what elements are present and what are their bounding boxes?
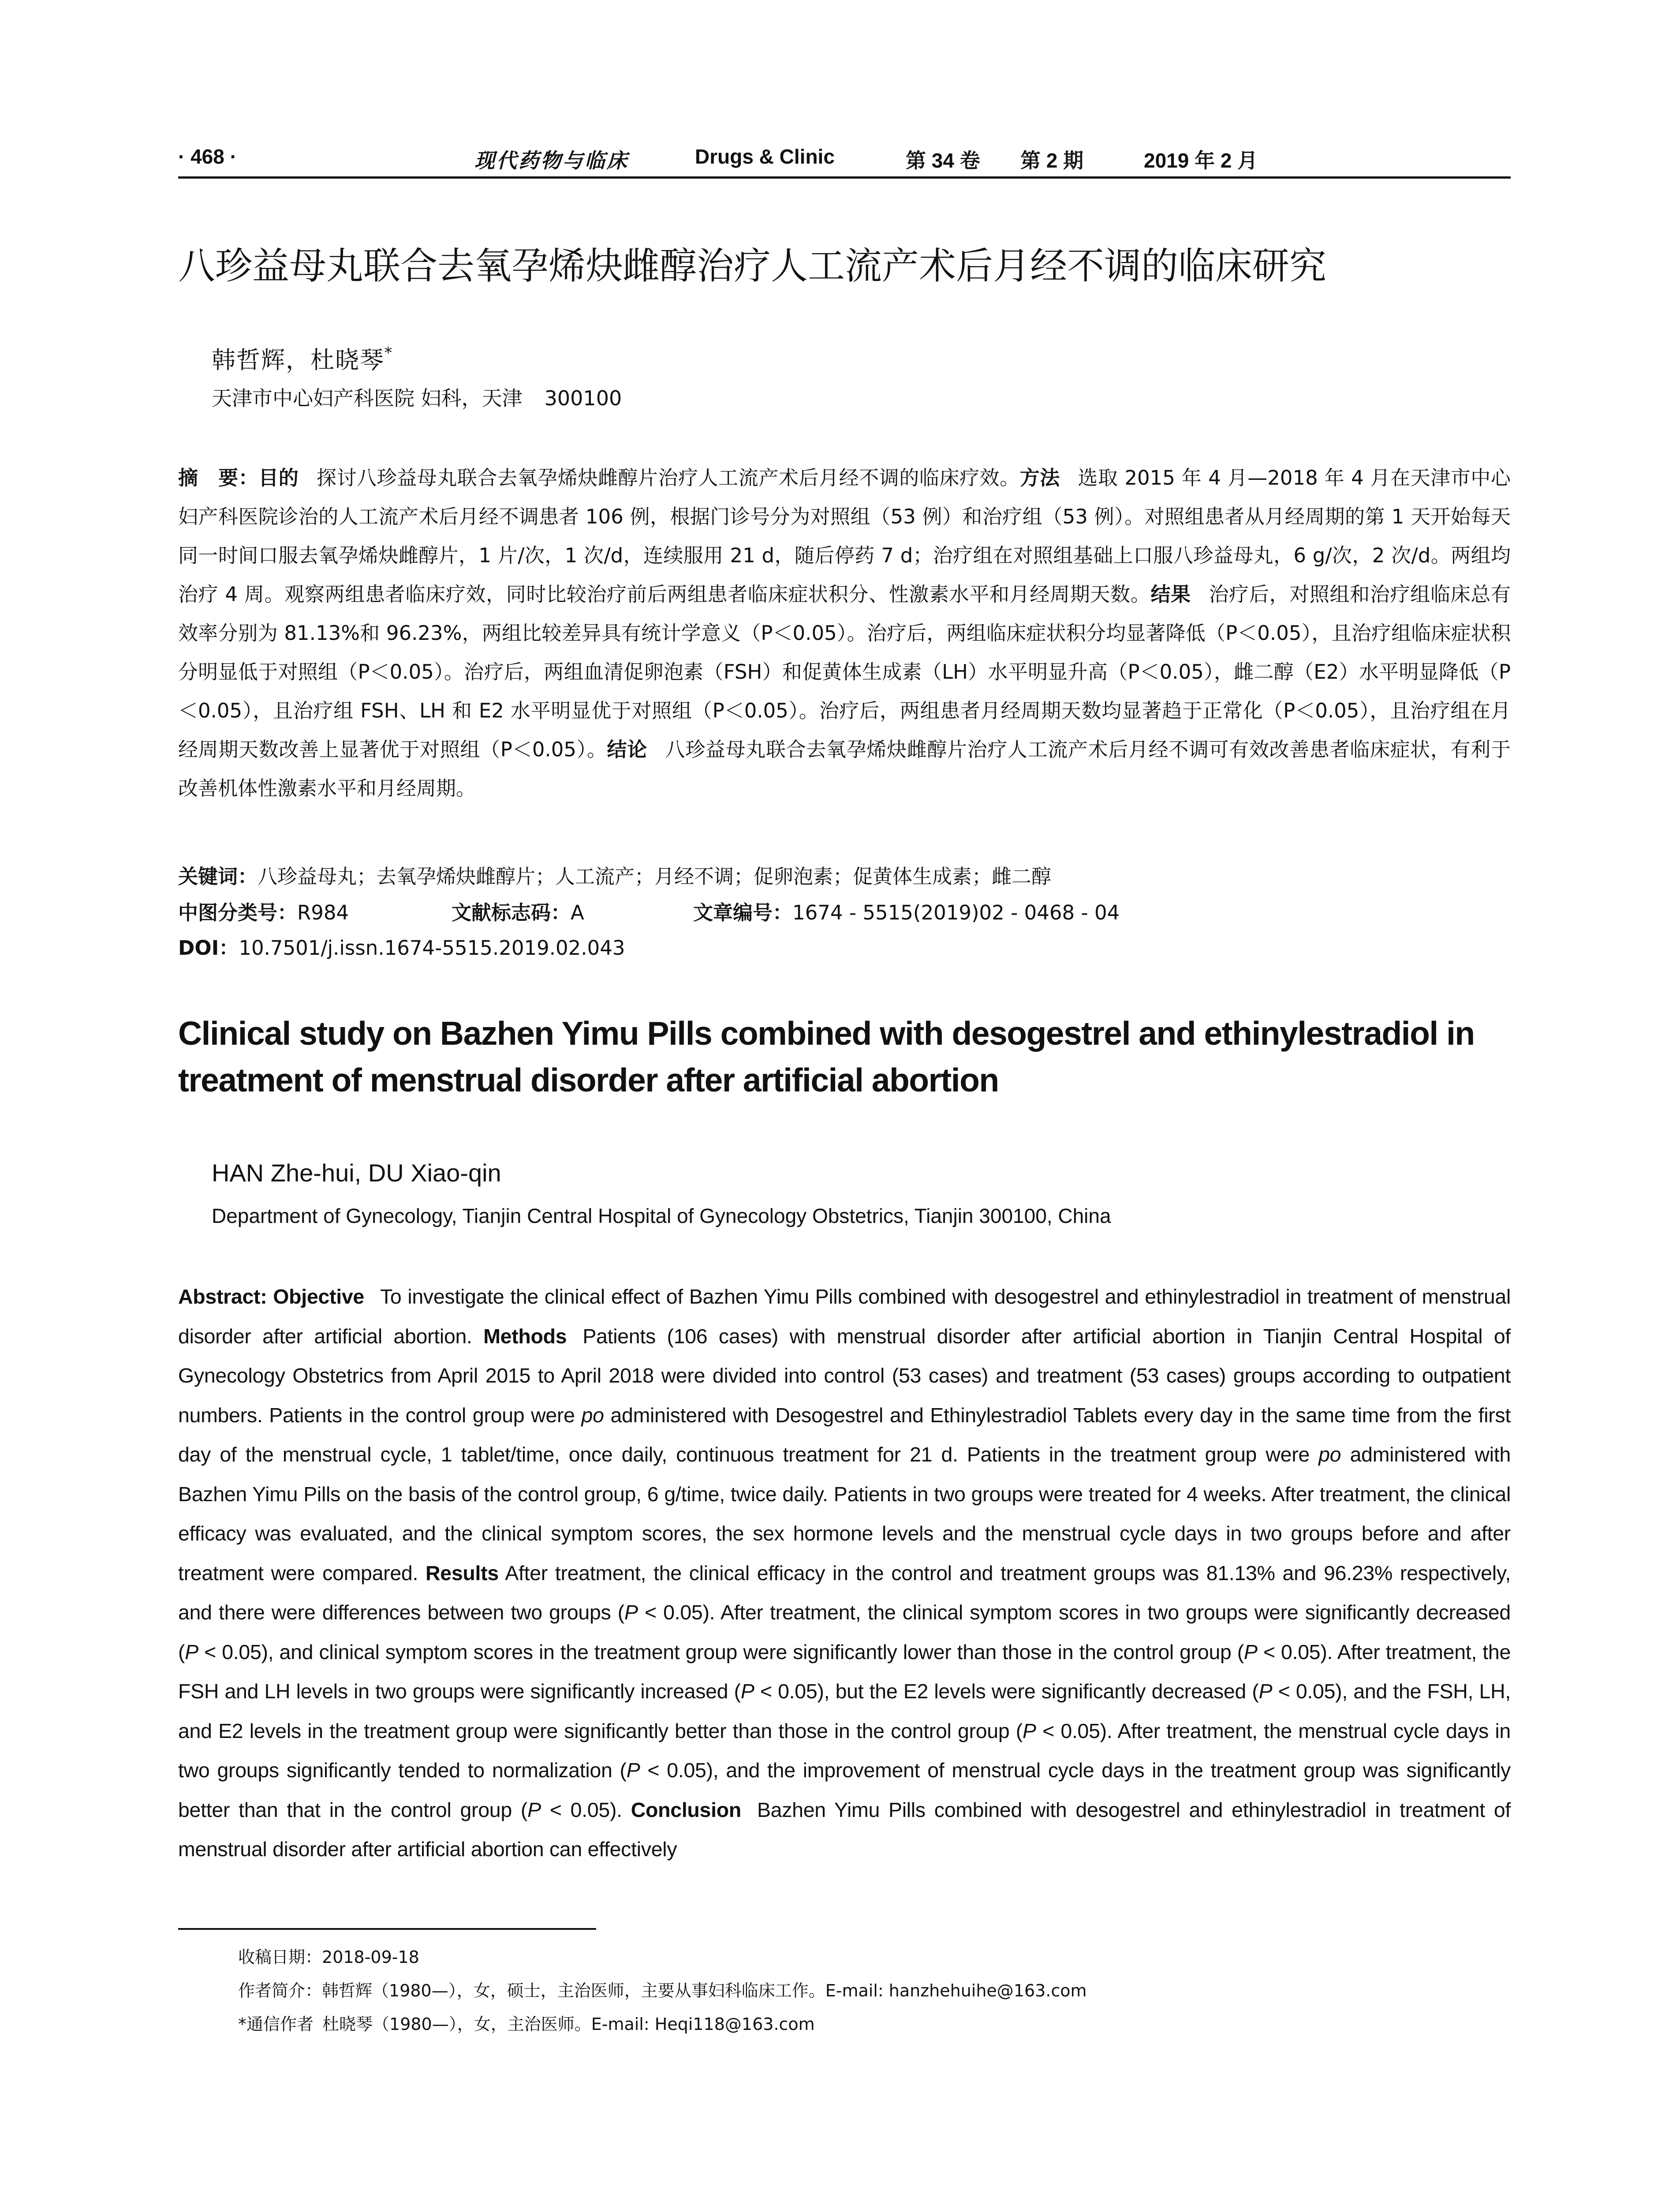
results-en-text-7: < 0.05). After treatment, the menstrual cycle days in two groups significantly tended to normalization (: [178, 1719, 1511, 1782]
objective-cn-text: 探讨八珍益母丸联合去氧孕烯炔雌醇片治疗人工流产术后月经不调的临床疗效。: [316, 466, 1020, 490]
issue: 第 2 期: [1020, 149, 1084, 172]
page-number: · 468 ·: [178, 145, 237, 168]
received-date: [238, 1940, 1087, 1974]
results-en-text-9: < 0.05).: [549, 1798, 622, 1821]
journal-name-en: Drugs & Clinic: [695, 145, 835, 168]
methods-en-text-2: administered with Desogestrel and Ethinylestradiol Tablets every day in the same time from the first day of the menstrual cycle, 1 tablet/time, once daily, continuous treatment for 21 d. Patients in the treatment group were: [178, 1403, 1511, 1466]
affiliation-cn-text: 天津市中心妇产科医院 妇科，天津: [212, 386, 523, 410]
methods-en-text-3: administered with Bazhen Yimu Pills on the basis of the control group, 6 g/time, twice daily. Patients in two groups were treated for 4 weeks. After treatment, the clinical efficacy was evaluated, and the clinical symptom scores, the sex hormone levels and the menstrual cycle days in two groups before and after treatment were compared.: [178, 1443, 1511, 1585]
p-value-symbol: P: [1243, 1640, 1258, 1663]
keywords-cn-label: 关键词：: [178, 865, 258, 888]
journal-name-cn: 现代药物与临床: [474, 149, 629, 172]
doccode-label: 文献标志码：: [452, 901, 571, 924]
doi-value: 10.7501/j.issn.1674-5515.2019.02.043: [239, 936, 625, 960]
authors-cn: [212, 335, 393, 378]
results-en-text-2: < 0.05). After treatment, the clinical symptom scores in two groups were significantly decreased (: [178, 1601, 1511, 1663]
author-bio-text: 韩哲辉（1980—），女，硕士，主治医师，主要从事妇科临床工作。E-mail: hanzhehuihe@163.com: [322, 1981, 1087, 2000]
abstract-cn-label: 摘 要：: [178, 466, 259, 490]
affiliation-cn: [212, 383, 622, 414]
article-no-label: 文章编号：: [693, 901, 793, 924]
abstract-en: [178, 1277, 1511, 1869]
conclusion-cn-text: 八珍益母丸联合去氧孕烯炔雌醇片治疗人工流产术后月经不调可有效改善患者临床症状，有利于改善机体性激素水平和月经周期。: [178, 738, 1511, 800]
results-en-text-1: After treatment, the clinical efficacy in the control and treatment groups was 81.13% and 96.23% respectively, and there were differences between two groups (: [178, 1561, 1511, 1624]
received-value: 2018-09-18: [322, 1947, 419, 1967]
keywords-cn: [178, 859, 1511, 894]
results-cn-label: 结果: [1150, 583, 1191, 606]
p-value-symbol: P: [527, 1798, 541, 1821]
article-no-value: 1674 - 5515(2019)02 - 0468 - 04: [792, 901, 1120, 924]
issue-date: 2019 年 2 月: [1144, 149, 1258, 172]
results-en-text-5: < 0.05), but the E2 levels were significantly decreased (: [760, 1680, 1259, 1703]
affiliation-en: Department of Gynecology, Tianjin Central Hospital of Gynecology Obstetrics, Tianjin 300100, China: [212, 1204, 1111, 1227]
corresponding-label: *通信作者: [238, 2014, 314, 2034]
keywords-cn-text: 八珍益母丸；去氧孕烯炔雌醇片；人工流产；月经不调；促卵泡素；促黄体生成素；雌二醇: [258, 865, 1052, 888]
results-en-text-4: < 0.05). After treatment, the FSH and LH levels in two groups were significantly increased (: [178, 1640, 1511, 1703]
conclusion-en-text: Bazhen Yimu Pills combined with desogestrel and ethinylestradiol in treatment of menstrual disorder after artificial abortion can effectively: [178, 1798, 1511, 1861]
p-value-symbol: P: [626, 1759, 640, 1782]
results-en-text-8: < 0.05), and the improvement of menstrual cycle days in the treatment group was significantly better than that in the control group (: [178, 1759, 1511, 1821]
p-value-symbol: P: [1258, 1680, 1273, 1703]
conclusion-cn-label: 结论: [607, 738, 647, 761]
methods-cn-label: 方法: [1019, 466, 1060, 490]
methods-en-text-1: Patients (106 cases) with menstrual disorder after artificial abortion in Tianjin Central Hospital of Gynecology Obstetrics from April 2015 to April 2018 were divided into control (53 cases) and treatment (53 cases) groups according to outpatient numbers. Patients in the control group were: [178, 1324, 1511, 1427]
objective-en-label: Objective: [273, 1285, 364, 1308]
methods-en-label: Methods: [483, 1324, 567, 1348]
footnote-rule: [178, 1928, 596, 1930]
doi-line: [178, 931, 1511, 966]
title-en: Clinical study on Bazhen Yimu Pills combined with desogestrel and ethinylestradiol in treatment of menstrual disorder after artificial abortion: [178, 1015, 1475, 1099]
po-abbrev: po: [1318, 1443, 1341, 1466]
methods-cn-text: 选取 2015 年 4 月—2018 年 4 月在天津市中心妇产科医院诊治的人工流产术后月经不调患者 106 例，根据门诊号分为对照组（53 例）和治疗组（53 例）。对照组患者从月经周期的第 1 天开始每天同一时间口服去氧孕烯炔雌醇片，1 片/次，1 次/d，连续服用 21 d，随后停药 7 d；治疗组在对照组基础上口服八珍益母丸，6 g/次，2 次/d。两组均治疗 4 周。观察两组患者临床疗效，同时比较治疗前后两组患者临床症状积分、性激素水平和月经周期天数。: [178, 466, 1511, 606]
doccode-value: A: [571, 901, 584, 924]
authors-cn-names: 韩哲辉，杜晓琴: [212, 346, 385, 374]
corresponding-text: 杜晓琴（1980—），女，主治医师。E-mail: Heqi118@163.com: [322, 2014, 815, 2034]
po-abbrev: po: [581, 1403, 604, 1427]
clc-value: R984: [297, 901, 349, 924]
authors-en: HAN Zhe-hui, DU Xiao-qin: [212, 1159, 501, 1187]
results-en-label: Results: [426, 1561, 499, 1585]
p-value-symbol: P: [740, 1680, 754, 1703]
title-cn: 八珍益母丸联合去氧孕烯炔雌醇治疗人工流产术后月经不调的临床研究: [178, 244, 1327, 288]
classification-line: [178, 895, 1511, 931]
results-en-text-6: < 0.05), and the FSH, LH, and E2 levels in the treatment group were significantly better than those in the control group (: [178, 1680, 1511, 1742]
clc-label: 中图分类号：: [178, 901, 298, 924]
author-bio-label: 作者简介：: [238, 1981, 322, 2000]
header-rule: [178, 176, 1511, 179]
corresponding-author: [238, 2007, 1087, 2041]
footnotes: [238, 1940, 1087, 2041]
p-value-symbol: P: [1023, 1719, 1036, 1742]
p-value-symbol: P: [624, 1601, 638, 1624]
abstract-en-label: Abstract:: [178, 1285, 267, 1308]
abstract-cn: [178, 459, 1511, 808]
objective-en-text: To investigate the clinical effect of Bazhen Yimu Pills combined with desogestrel and ethinylestradiol in treatment of menstrual disorder after artificial abortion.: [178, 1285, 1511, 1348]
running-header: [178, 140, 1511, 176]
postcode: 300100: [544, 386, 622, 410]
results-en-text-3: < 0.05), and clinical symptom scores in the treatment group were significantly lower than those in the control group (: [204, 1640, 1244, 1663]
p-value-symbol: P: [185, 1640, 198, 1663]
volume: 第 34 卷: [906, 149, 980, 172]
corresponding-mark: *: [385, 344, 393, 362]
author-bio: [238, 1974, 1087, 2007]
results-cn-text: 治疗后，对照组和治疗组临床总有效率分别为 81.13%和 96.23%，两组比较差异具有统计学意义（P＜0.05）。治疗后，两组临床症状积分均显著降低（P＜0.05），且治疗组临床症状积分明显低于对照组（P＜0.05）。治疗后，两组血清促卵泡素（FSH）和促黄体生成素（LH）水平明显升高（P＜0.05），雌二醇（E2）水平明显降低（P＜0.05），且治疗组 FSH、LH 和 E2 水平明显优于对照组（P＜0.05）。治疗后，两组患者月经周期天数均显著趋于正常化（P＜0.05），且治疗组在月经周期天数改善上显著优于对照组（P＜0.05）。: [178, 583, 1511, 761]
doi-label: DOI：: [178, 936, 239, 960]
received-label: 收稿日期：: [238, 1947, 322, 1967]
conclusion-en-label: Conclusion: [631, 1798, 741, 1821]
objective-cn-label: 目的: [258, 466, 299, 490]
